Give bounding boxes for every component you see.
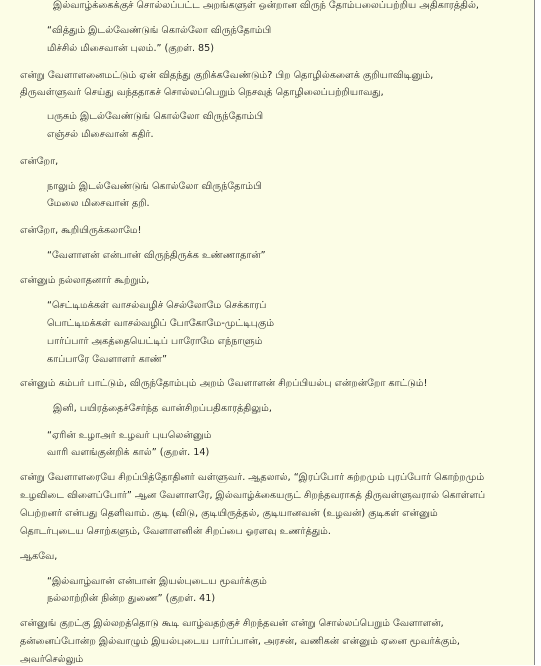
paragraph-line: என்னும் கம்பர் பாட்டும், விருந்தோம்பும் அறம் வேளாளன் சிறப்பியல்பு என்றன்றோ காட்டும்! xyxy=(20,378,428,389)
paragraph-line: என்னுங் குறட்கு இல்லறத்தொடு கூடி வாழ்வதற்குச் சிறந்தவன் என்று சொல்லப்பெறும் வேளாளன், xyxy=(20,618,444,629)
paragraph-line: இல்வாழ்க்கைக்குச் சொல்லப்பட்ட அறங்களுள் ஒன்றான விருந் தோம்பலைப்பற்றிய அதிகாரத்தில், xyxy=(53,0,479,11)
verse-line: “இல்வாழ்வான் என்பான் இயல்புடைய மூவர்க்கும் xyxy=(47,576,267,587)
quote-line: “வேளாளன் என்பான் விருந்திருக்க உண்ணாதான்” xyxy=(47,250,266,261)
paragraph-line: என்றோ, xyxy=(20,156,59,167)
right-margin xyxy=(535,0,541,665)
verse-line: “செட்டிமக்கள் வாசல்வழிச் செல்லோமே செக்காரப் xyxy=(47,300,267,311)
verse-line: வாரி வளங்குன்றிக் கால்” (குறள். 14) xyxy=(47,447,210,458)
paragraph-line: என்றோ, கூறியிருக்கலாமே! xyxy=(20,225,142,236)
paragraph-line: என்னும் நல்லாதனார் கூற்றும், xyxy=(20,275,150,286)
paragraph-line: தன்னைப்போன்ற இல்வாழும் இயல்புடைய பார்ப்பான், அரசன், வணிகன் என்னும் ஏனை மூவர்க்கும், xyxy=(20,636,460,647)
paragraph-line: பெற்றனர் என்பது தெளிவாம். குடி (விடு, குடியிருத்தல், குடியானவன் (உழவன்) குடிகள் என்னும் xyxy=(20,508,438,519)
paragraph-line: இனி, பயிரத்தைச்சேர்ந்த வான்சிறப்பதிகாரத்திலும், xyxy=(53,403,272,414)
verse-line: “வித்தும் இடல்வேண்டுங் கொல்லோ விருந்தோம்பி xyxy=(47,25,272,36)
paragraph-line: என்று வேளாளனைமட்டும் ஏன் விதந்து குறிக்கவேண்டும்? பிற தொழில்களைக் குறியாவிடினும், xyxy=(20,70,434,81)
verse-line: “ஏரின் உழாஅர் உழவர் புயலென்னும் xyxy=(47,430,212,441)
paragraph-line: அவர்செல்லும் xyxy=(20,654,84,665)
verse-line: நாலும் இடல்வேண்டுங் கொல்லோ விருந்தோம்பி xyxy=(47,181,262,192)
paragraph-line: என்று வேளாளரையே சிறப்பித்தோதினர் வள்ளுவர். ஆதலால், “இரப்போர் சுற்றமும் புரப்போர் கொற்றமும் xyxy=(20,472,485,483)
verse-line: பொட்டிமக்கள் வாசல்வழிப் போகோமே-முட்டிபுகும் xyxy=(47,318,275,329)
verse-line: மிச்சில் மிசைவான் புலம்.” (குறள். 85) xyxy=(47,43,215,54)
verse-line: காப்பாரே வேளாளர் காண்” xyxy=(47,354,167,365)
verse-line: மேலை மிசைவான் தறி. xyxy=(47,198,150,209)
verse-line: பருசும் இடல்வேண்டுங் கொல்லோ விருந்தோம்பி xyxy=(47,111,264,122)
paragraph-line: ஆகவே, xyxy=(20,551,58,562)
verse-line: எஞ்சல் மிசைவான் கதிர். xyxy=(47,129,154,140)
paragraph-line: திருவள்ளுவர் செய்து வந்ததாகச் சொல்லப்பெறும் நெசவுத் தொழிலைப்பற்றியாவது, xyxy=(20,87,384,98)
paragraph-line: தொடர்புடைய சொற்களும், வேளாளனின் சிறப்பை ஓரளவு உணர்த்தும். xyxy=(20,526,331,537)
verse-line: பார்ப்பார் அகத்தையெட்டிப் பாரோமே எந்நாளும் xyxy=(47,336,263,347)
paragraph-line: உழவிடை விளைப்போர்” ஆன வேளாளரே, இல்வாழ்க்கையருட் சிறந்தவராகத் திருவள்ளுவரால் கொள்ளப் xyxy=(20,490,486,501)
verse-line: நல்லாற்றின் நின்ற துணை” (குறள். 41) xyxy=(47,593,216,604)
